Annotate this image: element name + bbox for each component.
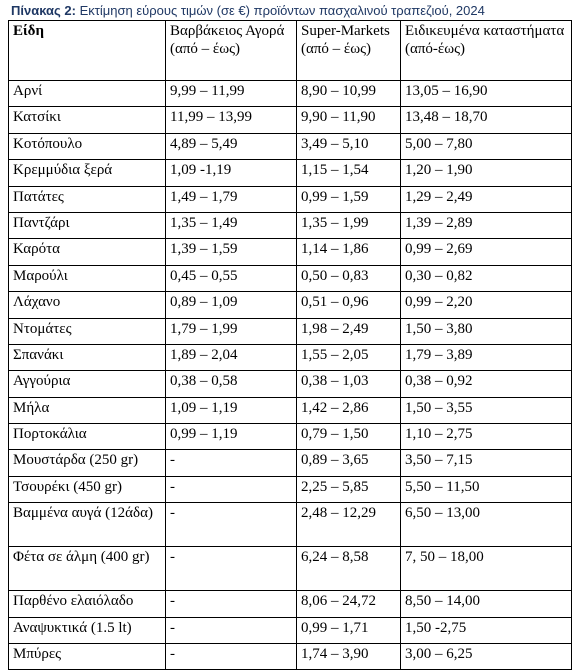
item-name-cell: Μήλα [9,397,166,423]
table-row [9,547,572,591]
price-range-cell: 9,99 – 11,99 [166,81,297,107]
table-caption [11,2,576,20]
price-range-cell: 0,45 – 0,55 [166,265,297,291]
item-name-cell: Βαμμένα αυγά (12άδα) [9,503,166,547]
header-cell: Ειδικευμένα καταστήματα (από-έως) [401,21,572,81]
table-row [9,344,572,370]
price-range-cell: 2,25 – 5,85 [297,476,401,502]
price-range-cell: - [166,476,297,502]
table-row [9,318,572,344]
price-range-cell: 0,99 – 2,69 [401,239,572,265]
table-row [9,107,572,133]
caption-lead: Πίνακας 2: [11,3,76,18]
price-range-cell: 1,79 – 3,89 [401,344,572,370]
item-name-cell: Καρότα [9,239,166,265]
price-range-cell: 1,39 – 1,59 [166,239,297,265]
table-body [9,81,572,670]
table-row [9,81,572,107]
price-range-cell: 1,39 – 2,89 [401,212,572,238]
price-range-cell: 1,09 -1,19 [166,160,297,186]
price-range-cell: 3,00 – 6,25 [401,644,572,670]
item-name-cell: Αρνί [9,81,166,107]
price-range-cell: 8,06 – 24,72 [297,591,401,617]
price-range-cell: 0,30 – 0,82 [401,265,572,291]
table-row [9,591,572,617]
price-range-cell: 1,89 – 2,04 [166,344,297,370]
price-range-cell: 0,38 – 1,03 [297,371,401,397]
table-row [9,212,572,238]
table-row [9,424,572,450]
table-row [9,160,572,186]
price-range-cell: - [166,591,297,617]
price-range-cell: 5,00 – 7,80 [401,133,572,159]
price-range-cell: 5,50 – 11,50 [401,476,572,502]
price-range-cell: 9,90 – 11,90 [297,107,401,133]
price-range-cell: 0,99 – 1,71 [297,617,401,643]
price-range-cell: - [166,547,297,591]
price-range-cell: 0,99 – 2,20 [401,292,572,318]
price-range-cell: - [166,617,297,643]
item-name-cell: Αναψυκτικά (1.5 lt) [9,617,166,643]
price-range-cell: 2,48 – 12,29 [297,503,401,547]
header-cell: Super-Markets (από – έως) [297,21,401,81]
table-row [9,476,572,502]
price-range-cell: 3,49 – 5,10 [297,133,401,159]
price-range-cell: 0,51 – 0,96 [297,292,401,318]
table-row [9,617,572,643]
header-cell: Είδη [9,21,166,81]
table-row [9,133,572,159]
item-name-cell: Παρθένο ελαιόλαδο [9,591,166,617]
price-range-cell: 13,05 – 16,90 [401,81,572,107]
table-row [9,186,572,212]
price-range-cell: 6,24 – 8,58 [297,547,401,591]
price-range-cell: 11,99 – 13,99 [166,107,297,133]
price-range-cell: 1,74 – 3,90 [297,644,401,670]
table-row [9,292,572,318]
price-range-cell: 1,49 – 1,79 [166,186,297,212]
price-range-cell: 1,55 – 2,05 [297,344,401,370]
price-range-cell: 1,50 – 3,55 [401,397,572,423]
table-row [9,644,572,670]
price-range-cell: - [166,644,297,670]
table-row [9,503,572,547]
price-range-cell: - [166,450,297,476]
price-range-cell: 1,79 – 1,99 [166,318,297,344]
price-range-cell: 1,14 – 1,86 [297,239,401,265]
price-range-cell: - [166,503,297,547]
table-row [9,397,572,423]
price-range-cell: 0,99 – 1,19 [166,424,297,450]
item-name-cell: Κοτόπουλο [9,133,166,159]
price-range-cell: 1,50 -2,75 [401,617,572,643]
price-range-cell: 1,15 – 1,54 [297,160,401,186]
header-cell: Βαρβάκειος Αγορά (από – έως) [166,21,297,81]
price-range-cell: 1,10 – 2,75 [401,424,572,450]
price-table [8,20,572,670]
price-range-cell: 4,89 – 5,49 [166,133,297,159]
item-name-cell: Μουστάρδα (250 gr) [9,450,166,476]
price-range-cell: 1,20 – 1,90 [401,160,572,186]
item-name-cell: Φέτα σε άλμη (400 gr) [9,547,166,591]
item-name-cell: Λάχανο [9,292,166,318]
item-name-cell: Σπανάκι [9,344,166,370]
item-name-cell: Τσουρέκι (450 gr) [9,476,166,502]
item-name-cell: Πατάτες [9,186,166,212]
item-name-cell: Μπύρες [9,644,166,670]
price-range-cell: 1,09 – 1,19 [166,397,297,423]
price-range-cell: 1,35 – 1,99 [297,212,401,238]
item-name-cell: Πορτοκάλια [9,424,166,450]
item-name-cell: Αγγούρια [9,371,166,397]
price-range-cell: 0,50 – 0,83 [297,265,401,291]
price-range-cell: 0,38 – 0,92 [401,371,572,397]
price-range-cell: 6,50 – 13,00 [401,503,572,547]
price-range-cell: 7, 50 – 18,00 [401,547,572,591]
price-range-cell: 8,50 – 14,00 [401,591,572,617]
price-range-cell: 1,98 – 2,49 [297,318,401,344]
price-range-cell: 1,29 – 2,49 [401,186,572,212]
item-name-cell: Κρεμμύδια ξερά [9,160,166,186]
price-range-cell: 0,89 – 3,65 [297,450,401,476]
price-range-cell: 0,79 – 1,50 [297,424,401,450]
price-range-cell: 0,99 – 1,59 [297,186,401,212]
price-range-cell: 1,42 – 2,86 [297,397,401,423]
item-name-cell: Κατσίκι [9,107,166,133]
price-range-cell: 0,89 – 1,09 [166,292,297,318]
price-range-cell: 1,35 – 1,49 [166,212,297,238]
table-row [9,265,572,291]
table-row [9,450,572,476]
table-row [9,371,572,397]
price-range-cell: 13,48 – 18,70 [401,107,572,133]
price-range-cell: 0,38 – 0,58 [166,371,297,397]
item-name-cell: Παντζάρι [9,212,166,238]
price-range-cell: 8,90 – 10,99 [297,81,401,107]
table-row [9,239,572,265]
price-range-cell: 3,50 – 7,15 [401,450,572,476]
header-row [9,21,572,81]
caption-text: Εκτίμηση εύρους τιμών (σε €) προϊόντων πασχαλινού τραπεζιού, 2024 [79,3,485,18]
price-range-cell: 1,50 – 3,80 [401,318,572,344]
item-name-cell: Ντομάτες [9,318,166,344]
item-name-cell: Μαρούλι [9,265,166,291]
